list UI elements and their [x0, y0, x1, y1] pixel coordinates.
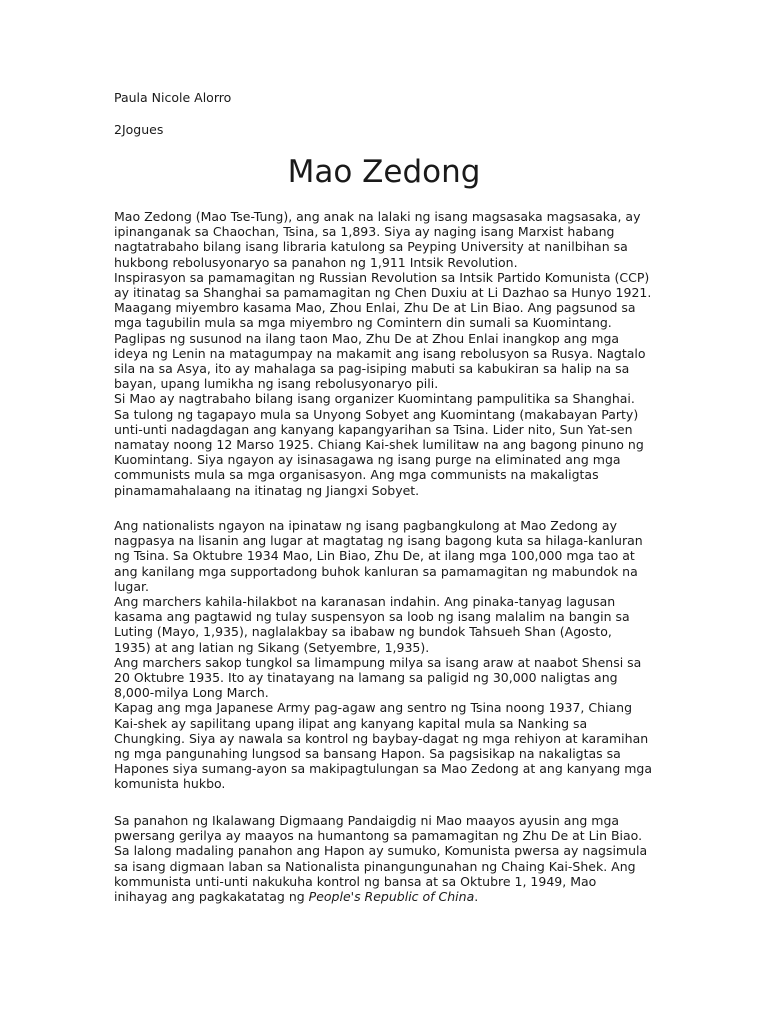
text-line: Sa tulong ng tagapayo mula sa Unyong Sobyet ang Kuomintang (makabayan Party) [114, 406, 639, 422]
author-name: Paula Nicole Alorro [114, 90, 232, 105]
text-line: Maagang miyembro kasama Mao, Zhou Enlai, Zhu De at Lin Biao. Ang pagsunod sa [114, 300, 636, 316]
text-line: communists mula sa mga organisasyon. Ang mga communists na makaligtas [114, 467, 599, 483]
text-line: nagtatrabaho bilang isang libraria katulong sa Peyping University at nanilbihan sa [114, 239, 628, 255]
text-line: Chungking. Siya ay nawala sa kontrol ng baybay-dagat ng mga rehiyon at karamihan [114, 730, 649, 746]
text-line: sila na sa Asya, ito ay mahalaga sa pag-isiping mabuti sa kabukiran sa halip na sa [114, 361, 630, 377]
paragraph-block-2 [114, 518, 670, 792]
text-line: Si Mao ay nagtrabaho bilang isang organizer Kuomintang pampulitika sa Shanghai. [114, 391, 635, 407]
text-line: ideya ng Lenin na matagumpay na makamit ang isang rebolusyon sa Rusya. Nagtalo [114, 345, 646, 361]
text-line: bayan, upang lumikha ng isang rebolusyonaryo pili. [114, 376, 439, 392]
text-line: pinamamahalaang na itinatag ng Jiangxi Sobyet. [114, 482, 420, 498]
text-line: Ang marchers sakop tungkol sa limampung milya sa isang araw at naabot Shensi sa [114, 654, 642, 670]
text-line: mga tagubilin mula sa mga miyembro ng Comintern din sumali sa Kuomintang. [114, 315, 612, 331]
text-line: ay itinatag sa Shanghai sa pamamagitan ng Chen Duxiu at Li Dazhao sa Hunyo 1921. [114, 285, 652, 301]
text-line: nagpasya na lisanin ang lugar at magtatag ng isang bagong kuta sa hilaga-kanluran [114, 533, 643, 549]
text-line: lugar. [114, 578, 149, 594]
page-title: Mao Zedong [287, 154, 481, 190]
text-line: 20 Oktubre 1935. Ito ay tinatayang na lamang sa paligid ng 30,000 naligtas ang [114, 670, 618, 686]
paragraph-block-1 [114, 209, 670, 498]
text-line: 8,000-milya Long March. [114, 685, 269, 701]
text-line: Luting (Mayo, 1,935), naglalakbay sa ibabaw ng bundok Tahsueh Shan (Agosto, [114, 624, 612, 640]
text-line: Kai-shek ay sapilitang upang ilipat ang kanyang kapital mula sa Nanking sa [114, 715, 588, 731]
text-line-suffix: . [474, 889, 479, 905]
text-line: unti-unti nadagdagan ang kanyang kapangyarihan sa Tsina. Lider nito, Sun Yat-sen [114, 421, 633, 437]
text-line: pwersang gerilya ay maayos na humantong sa pamamagitan ng Zhu De at Lin Biao. [114, 828, 643, 844]
text-line: Inspirasyon sa pamamagitan ng Russian Revolution sa Intsik Partido Komunista (CCP) [114, 269, 650, 285]
text-line: Sa lalong madaling panahon ang Hapon ay sumuko, Komunista pwersa ay nagsimula [114, 843, 648, 859]
text-line: ang kanilang mga supportadong buhok kanluran sa pamamagitan ng mabundok na [114, 563, 638, 579]
text-line: Kapag ang mga Japanese Army pag-agaw ang sentro ng Tsina noong 1937, Chiang [114, 700, 632, 716]
text-line: Kuomintang. Siya ngayon ay isinasagawa ng isang purge na eliminated ang mga [114, 452, 621, 468]
text-line: Ang marchers kahila-hilakbot na karanasan indahin. Ang pinaka-tanyag lagusan [114, 594, 616, 610]
text-line: komunista hukbo. [114, 776, 226, 792]
text-line: 1935) at ang latian ng Sikang (Setyembre, 1,935). [114, 639, 430, 655]
text-line: ng Tsina. Sa Oktubre 1934 Mao, Lin Biao, Zhu De, at ilang mga 100,000 mga tao at [114, 548, 635, 564]
text-line [114, 889, 670, 904]
text-line: hukbong rebolusyonaryo sa panahon ng 1,911 Intsik Revolution. [114, 254, 518, 270]
text-line: Hapones siya sumang-ayon sa makipagtulungan sa Mao Zedong at ang kanyang mga [114, 761, 653, 777]
text-line: kasama ang pagtawid ng tulay suspensyon sa loob ng isang malalim na bangin sa [114, 609, 630, 625]
text-line: ng mga pangunahing lungsod sa bansang Hapon. Sa pagsisikap na nakaligtas sa [114, 746, 621, 762]
text-line: Paglipas ng susunod na ilang taon Mao, Zhu De at Zhou Enlai inangkop ang mga [114, 330, 620, 346]
text-line: kommunista unti-unti nakukuha kontrol ng bansa at sa Oktubre 1, 1949, Mao [114, 873, 597, 889]
text-line: Mao Zedong (Mao Tse-Tung), ang anak na lalaki ng isang magsasaka magsasaka, ay [114, 209, 641, 224]
text-line: ipinanganak sa Chaochan, Tsina, sa 1,893. Siya ay naging isang Marxist habang [114, 224, 615, 240]
class-section: 2Jogues [114, 122, 164, 137]
paragraph-block-3 [114, 813, 670, 904]
text-line-prefix: inihayag ang pagkakatatag ng [114, 889, 309, 905]
text-line: Ang nationalists ngayon na ipinataw ng isang pagbangkulong at Mao Zedong ay [114, 518, 617, 533]
text-line: namatay noong 12 Marso 1925. Chiang Kai-shek lumilitaw na ang bagong pinuno ng [114, 437, 644, 453]
emphasized-text: People's Republic of China [308, 889, 475, 905]
text-line: Sa panahon ng Ikalawang Digmaang Pandaigdig ni Mao maayos ayusin ang mga [114, 813, 620, 828]
text-line: sa isang digmaan laban sa Nationalista pinangungunahan ng Chaing Kai-Shek. Ang [114, 858, 636, 874]
